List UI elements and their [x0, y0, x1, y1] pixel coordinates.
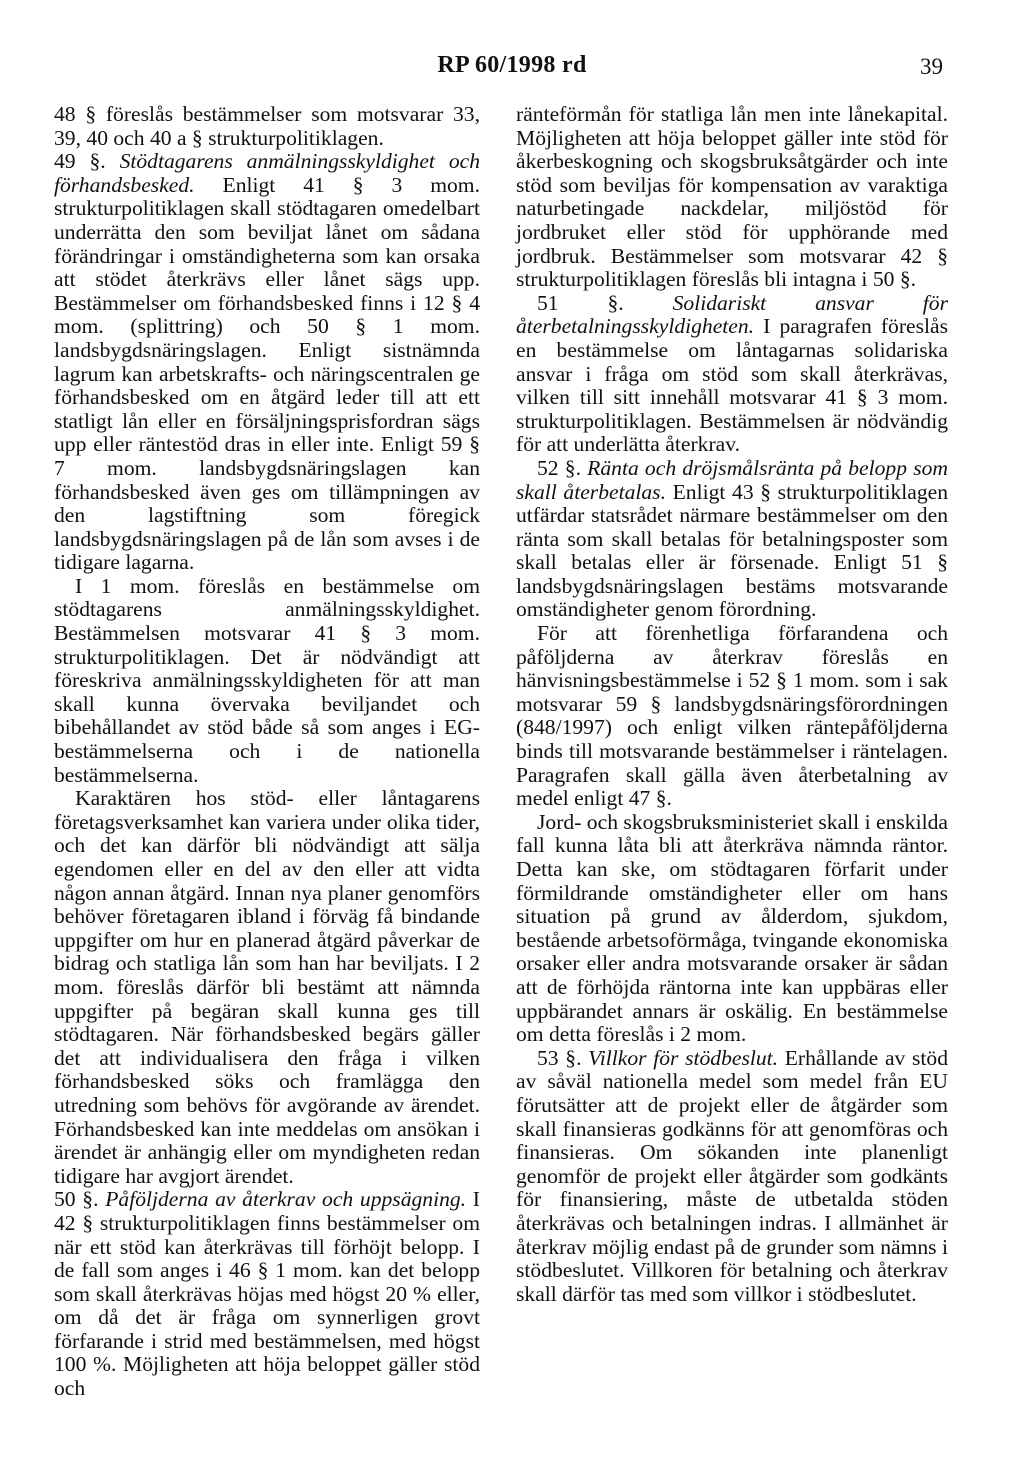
section-heading: Stödtagarens anmälningsskyldighet och förhandsbesked.	[54, 149, 480, 197]
section-number: 50 §.	[54, 1187, 106, 1212]
section-heading: Ränta och dröjsmålsränta på belopp som skall återbetalas.	[516, 455, 948, 504]
left-column	[54, 103, 480, 1401]
paragraph-52	[516, 457, 948, 622]
section-number: 53 §.	[537, 1045, 589, 1070]
paragraph-49	[54, 150, 480, 575]
paragraph-49-mom1: I 1 mom. föreslås en bestämmelse om stödtagarens anmälningsskyldighet. Bestämmelsen motsvarar 41 § 3 mom. strukturpolitiklagen. Det är nödvändigt att föreskriva anmälningsskyldigheten för att man skall kunna övervaka beviljandet och bibehållandet av stöd både så som anges i EG-bestämmelserna och i de nationella bestämmelserna.	[54, 573, 480, 787]
running-header: RP 60/1998 rd	[437, 52, 587, 78]
section-body: Enligt 41 § 3 mom. strukturpolitiklagen skall stödtagaren omedelbart underrätta den som beviljat lånet om sådana förändringar i omständigheterna som kan orsaka att stödet återkrävs eller lånet sägs upp. Bestämmelser om förhandsbesked finns i 12 § 4 mom. (splittring) och 50 § 1 mom. landsbygdsnäringslagen. Enligt sistnämnda lagrum kan arbetskrafts- och näringscentralen ge förhandsbesked om en åtgärd leder till att ett statligt lån eller en försäljningsprisfordran sägs upp eller räntestöd dras in eller inte. Enligt 59 § 7 mom. landsbygdsnäringslagen kan förhandsbesked även ges om tillämpningen av den lagstiftning som föregick landsbygdsnäringslagen på de lån som avses i de tidigare lagarna.	[54, 172, 480, 575]
section-body: I paragrafen föreslås en bestämmelse om låntagarnas solidariska ansvar i fråga om stöd som skall återkrävas, vilken till sitt innehåll motsvarar 41 § 3 mom. strukturpolitiklagen. Bestämmelsen är nödvändig för att underlätta återkrav.	[516, 314, 948, 457]
paragraph-48: 48 § föreslås bestämmelser som motsvarar 33, 39, 40 och 40 a § strukturpolitiklagen.	[54, 102, 480, 150]
paragraph-50-continued: ränteförmån för statliga lån men inte lånekapital. Möjligheten att höja beloppet gäller inte stöd för åkerbeskogning och skogsbruksåtgärder och inte stöd som beviljas för kompensation av varaktiga naturbetingade nackdelar, miljöstöd för jordbruket eller stöd för upphörande med jordbruk. Bestämmelser som motsvarar 42 § strukturpolitiklagen föreslås bli intagna i 50 §.	[516, 102, 948, 292]
paragraph-53	[516, 1047, 948, 1307]
section-body: Erhållande av stöd av såväl nationella medel som medel från EU förutsätter att de projekt eller de åtgärder som skall finansieras godkänns för att genomföras och finansieras. Om sökanden inte planenligt genomför de projekt eller åtgärder som godkänts för finansiering, måste de utbetalda stöden återkrävas och betalningen indras. I allmänhet är återkrav möjlig endast på de grunder som nämns i stödbeslutet. Villkoren för betalning och återkrav skall därför tas med som villkor i stödbeslutet.	[516, 1045, 948, 1306]
section-heading: Påföljderna av återkrav och uppsägning.	[105, 1187, 467, 1212]
section-number: 51 §.	[537, 290, 673, 315]
section-heading: Solidariskt ansvar för återbetalningsskyldigheten.	[516, 290, 948, 339]
section-heading: Villkor för stödbeslut.	[588, 1045, 779, 1070]
right-column	[516, 103, 948, 1306]
section-body: I 42 § strukturpolitiklagen finns bestämmelser om när ett stöd kan återkrävas till förhöjt belopp. I de fall som anges i 46 § 1 mom. kan det belopp som skall återkrävas höjas med högst 20 % eller, om då det är fråga om synnerligen grovt förfarande i strid med bestämmelsen, med högst 100 %. Möjligheten att höja beloppet gäller stöd och	[54, 1187, 480, 1401]
paragraph-52-mom2: Jord- och skogsbruksministeriet skall i enskilda fall kunna låta bli att återkräva nämnda räntor. Detta kan ske, om stödtagaren förfarit under förmildrande omständigheter eller om hans situation på grund av ålderdom, sjukdom, bestående arbetsoförmåga, tvingande ekonomiska orsaker eller andra motsvarande orsaker är sådan att de förhöjda räntorna inte kan uppbäras eller uppbärandet annars är oskälig. En bestämmelse om detta föreslås i 2 mom.	[516, 809, 948, 1047]
section-number: 49 §.	[54, 149, 120, 174]
section-body: Enligt 43 § strukturpolitiklagen utfärdar statsrådet närmare bestämmelser om den ränta som skall betalas för betalningsposter som skall betalas eller är försenade. Enligt 51 § landsbygdsnäringslagen bestäms motsvarande omständigheter genom förordning.	[516, 479, 949, 622]
section-number: 52 §.	[537, 455, 588, 480]
paragraph-52-mom1: För att förenhetliga förfarandena och påföljderna av återkrav föreslås en hänvisningsbestämmelse i 52 § 1 mom. som i sak motsvarar 59 § landsbygdsnäringsförordningen (848/1997) och enligt vilken räntepåföljderna binds till motsvarande bestämmelser i räntelagen. Paragrafen skall gälla även återbetalning av medel enligt 47 §.	[516, 621, 948, 811]
paragraph-51	[516, 292, 948, 457]
paragraph-50	[54, 1188, 480, 1400]
page-number: 39	[920, 54, 943, 79]
paragraph-49-mom2: Karaktären hos stöd- eller låntagarens företagsverksamhet kan variera under olika tider, och det kan därför bli nödvändigt att sälja egendomen eller en del av den eller att vidta någon annan åtgärd. Innan nya planer genomförs behöver företagaren ibland i förväg få bindande uppgifter om hur en planerad åtgärd påverkar de bidrag och statliga lån som han har beviljats. I 2 mom. föreslås därför bli bestämt att nämnda uppgifter på begäran skall kunna ges till stödtagaren. När förhandsbesked begärs gäller det att individualisera den fråga i vilken förhandsbesked söks och framlägga den utredning som behövs för avgörande av ärendet. Förhandsbesked kan inte meddelas om ansökan i ärendet är anhängig eller om myndigheten redan tidigare har avgjort ärendet.	[54, 786, 480, 1188]
